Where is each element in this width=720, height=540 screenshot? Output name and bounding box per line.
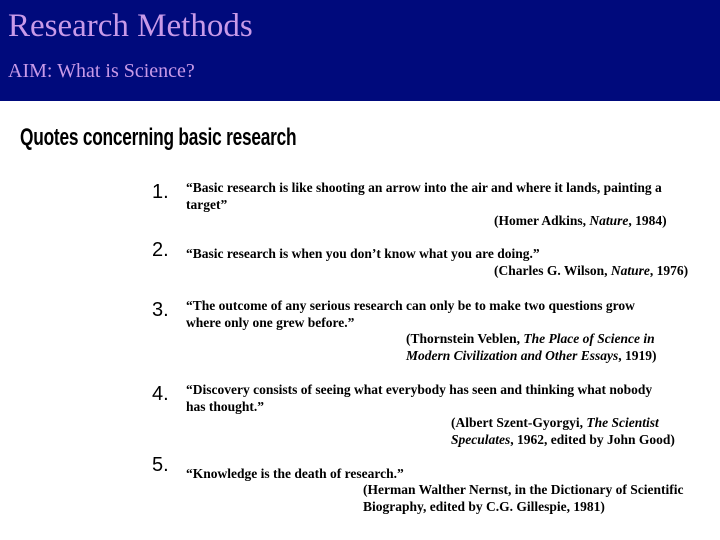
quote-citation bbox=[494, 213, 667, 230]
citation-segment: Speculates bbox=[451, 431, 511, 447]
quote-citation bbox=[406, 331, 657, 364]
quote-line: “Discovery consists of seeing what everybody has seen and thinking what nobody bbox=[186, 382, 653, 397]
citation-line bbox=[451, 415, 675, 432]
quote-text bbox=[186, 246, 540, 263]
quote-line: target” bbox=[186, 196, 228, 212]
citation-line bbox=[451, 432, 675, 449]
quote-line: “Basic research is like shooting an arrow into the air and where it lands, painting a bbox=[186, 180, 662, 195]
quote-number: 2. bbox=[152, 239, 169, 261]
section-heading: Quotes concerning basic research bbox=[20, 124, 297, 151]
citation-segment: (Homer Adkins, bbox=[494, 213, 590, 228]
citation-line bbox=[363, 482, 683, 499]
quote-citation bbox=[451, 415, 675, 448]
citation-segment: , 1976) bbox=[649, 263, 689, 278]
quote-text bbox=[186, 298, 635, 331]
citation-segment: , 1962, edited by John Good) bbox=[510, 431, 675, 447]
citation-segment: , 1984) bbox=[628, 213, 667, 228]
citation-segment: Nature bbox=[589, 213, 629, 228]
citation-segment: (Herman Walther Nernst, in the Dictionary of Scientific bbox=[363, 482, 684, 497]
slide-title: Research Methods bbox=[8, 8, 253, 44]
quote-citation bbox=[494, 263, 688, 280]
quote-text bbox=[186, 180, 662, 213]
citation-segment: Modern Civilization and Other Essays bbox=[406, 347, 619, 363]
citation-line bbox=[494, 213, 667, 230]
quote-text bbox=[186, 382, 652, 415]
citation-line bbox=[363, 499, 683, 516]
citation-segment: (Albert Szent-Gyorgyi, bbox=[451, 415, 587, 430]
citation-segment: Biography, edited by C.G. Gillespie, 1981) bbox=[363, 498, 605, 514]
citation-segment: The Place of Science in bbox=[523, 331, 655, 346]
citation-line bbox=[494, 263, 688, 280]
citation-segment: , 1919) bbox=[618, 347, 657, 363]
citation-line bbox=[406, 348, 657, 365]
quote-text bbox=[186, 466, 404, 483]
citation-segment: (Thornstein Veblen, bbox=[406, 331, 524, 346]
citation-segment: Nature bbox=[610, 263, 650, 278]
quote-number: 3. bbox=[152, 299, 169, 321]
quote-citation bbox=[363, 482, 683, 515]
quote-line: “Knowledge is the death of research.” bbox=[186, 466, 404, 481]
quote-number: 4. bbox=[152, 383, 169, 405]
quote-line: has thought.” bbox=[186, 398, 265, 414]
quote-number: 5. bbox=[152, 454, 169, 476]
aim-subtitle: AIM: What is Science? bbox=[8, 60, 195, 82]
quote-number: 1. bbox=[152, 181, 169, 203]
quote-line: “The outcome of any serious research can only be to make two questions grow bbox=[186, 298, 635, 313]
quote-line: where only one grew before.” bbox=[186, 314, 355, 330]
slide-header bbox=[0, 0, 720, 101]
citation-segment: (Charles G. Wilson, bbox=[494, 263, 611, 278]
citation-segment: The Scientist bbox=[586, 415, 659, 430]
quote-line: “Basic research is when you don’t know what you are doing.” bbox=[186, 246, 540, 261]
citation-line bbox=[406, 331, 657, 348]
